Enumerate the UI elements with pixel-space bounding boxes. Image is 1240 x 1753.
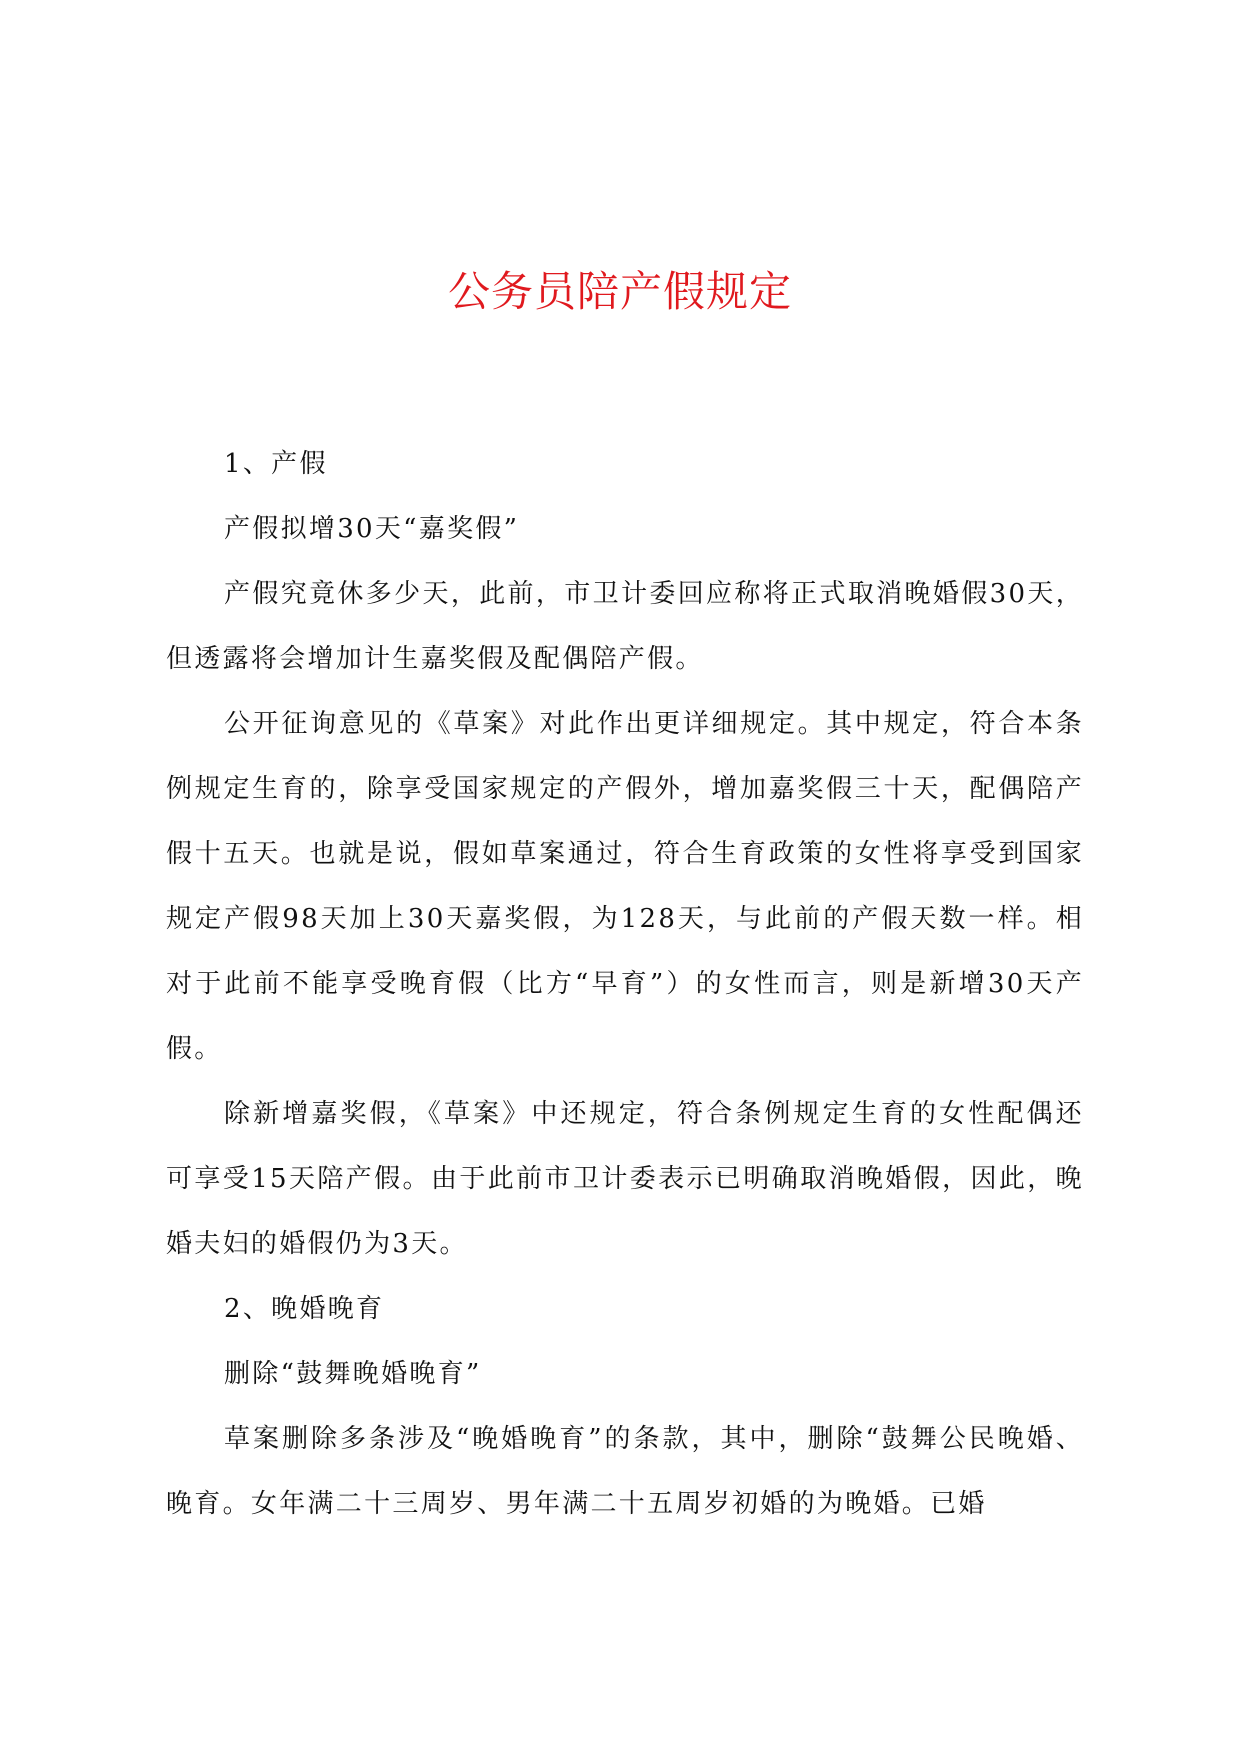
subheading-delete-encouragement: 删除“鼓舞晚婚晚育”	[224, 1359, 482, 1389]
paragraph: 除新增嘉奖假，《草案》中还规定，符合条例规定生育的女性配偶还可享受15天陪产假。由于此前市卫计委表示已明确取消晚婚假，因此，晚婚夫妇的婚假仍为3天。	[166, 1099, 1084, 1259]
paragraph: 产假究竟休多少天，此前，市卫计委回应称将正式取消晚婚假30天，但透露将会增加计生嘉奖假及配偶陪产假。	[166, 579, 1084, 674]
document-title: 公务员陪产假规定	[447, 267, 792, 316]
section-heading-maternity-leave: 1、产假	[224, 449, 328, 479]
section-heading-late-marriage: 2、晚婚晚育	[224, 1294, 385, 1324]
paragraph: 草案删除多条涉及“晚婚晚育”的条款，其中，删除“鼓舞公民晚婚、晚育。女年满二十三周岁、男年满二十五周岁初婚的为晚婚。已婚	[166, 1424, 1084, 1519]
document-body	[166, 432, 1084, 1537]
subheading-reward-leave: 产假拟增30天“嘉奖假”	[224, 514, 520, 544]
paragraph: 公开征询意见的《草案》对此作出更详细规定。其中规定，符合本条例规定生育的，除享受国家规定的产假外，增加嘉奖假三十天，配偶陪产假十五天。也就是说，假如草案通过，符合生育政策的女性将享受到国家规定产假98天加上30天嘉奖假，为128天，与此前的产假天数一样。相对于此前不能享受晚育假（比方“早育”）的女性而言，则是新增30天产假。	[166, 709, 1084, 1064]
